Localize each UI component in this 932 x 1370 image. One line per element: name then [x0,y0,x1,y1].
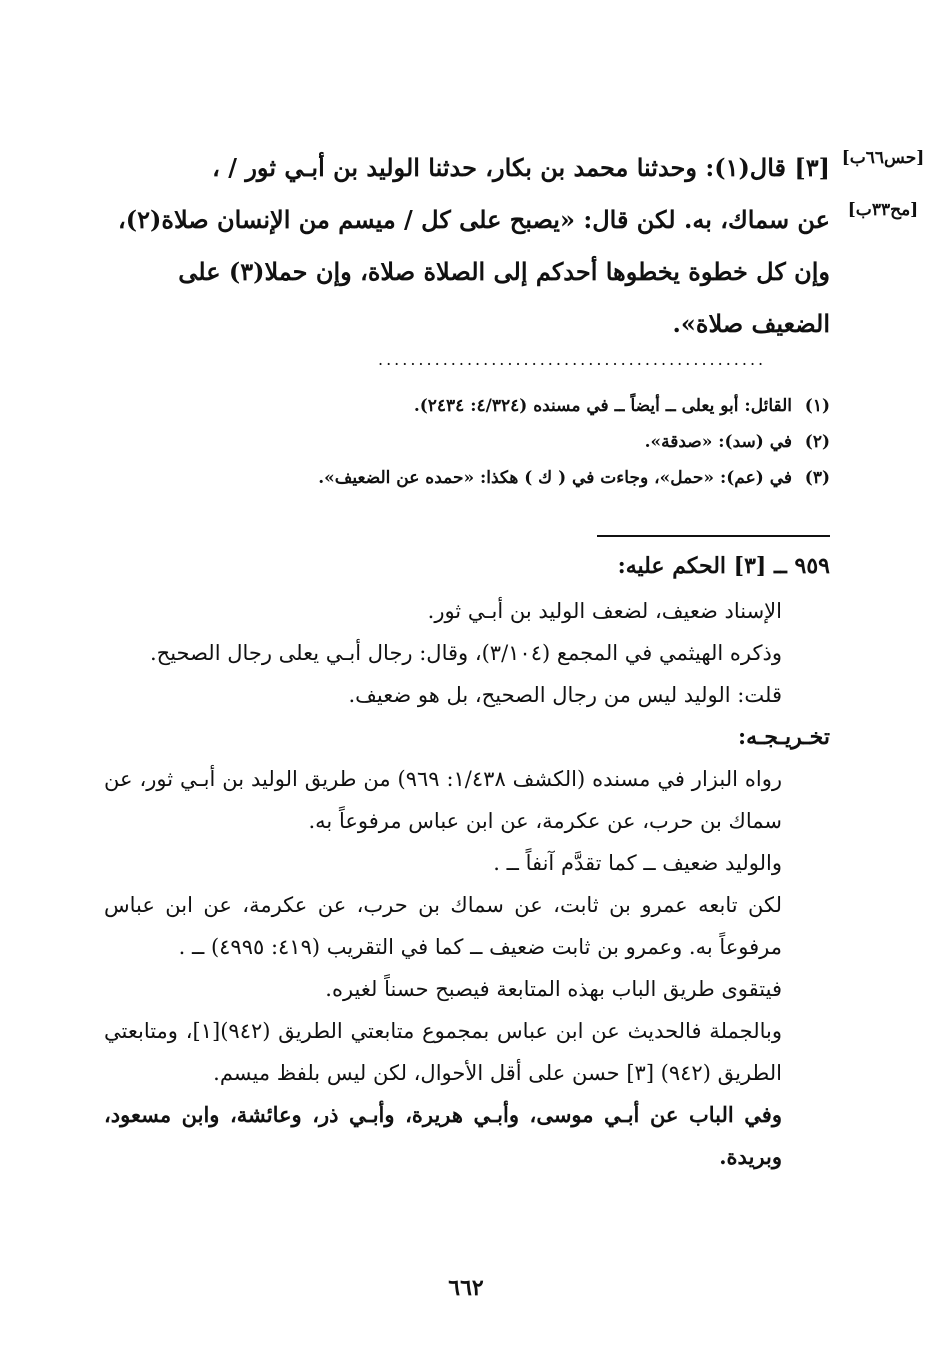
takhrij-paragraph: وفي الباب عن أبـي موسى، وأبـي هريرة، وأبـي ذر، وعائشة، وابن مسعود، وبريدة. [104,1102,782,1169]
hadith-text [104,142,830,350]
takhrij-paragraph: فيتقوى طريق الباب بهذه المتابعة فيصبح حسناً لغيره. [325,977,782,1001]
section-heading: ٩٥٩ ــ [٣] الحكم عليه: [617,553,830,579]
takhrij-heading: تخـريـجـه: [737,724,830,750]
takhrij-paragraph: رواه البزار في مسنده (الكشف ١/٤٣٨: ٩٦٩) من طريق الوليد بن أبـي ثور، عن سماك بن حرب، عن عكرمة، عن ابن عباس مرفوعاً به. [104,767,782,833]
footnote [150,388,830,424]
hukm-paragraph: وذكره الهيثمي في المجمع (٣/١٠٤)، وقال: رجال أبـي يعلى رجال الصحيح. [149,641,782,665]
section-divider [597,535,830,537]
footnotes [150,388,830,496]
footnote-text: في (سد): «صدقة». [644,432,792,452]
footnote-number: (٣) [804,468,830,488]
footnote [150,424,830,460]
commentary-body [104,590,830,1178]
footnote-text: القائل: أبو يعلى ــ أيضاً ــ في مسنده (٤/٣٢٤: ٢٤٣٤). [413,396,792,416]
footnote-separator: ................................................ [378,350,767,369]
hadith-line: وإن كل خطوة يخطوها أحدكم إلى الصلاة صلاة، وإن حملا(٣) على [178,257,830,286]
margin-reference: [حس٦٦ب] [841,148,925,168]
hadith-line: الضعيف صلاة». [672,309,830,338]
footnote-number: (٢) [804,432,830,452]
margin-reference: [مح٣٣ب] [847,200,919,220]
hukm-paragraph: قلت: الوليد ليس من رجال الصحيح، بل هو ضعيف. [348,683,782,707]
hadith-line: عن سماك، به. لكن قال: «يصبح على كل / ميسم من الإنسان صلاة(٢)، [118,205,830,234]
footnote-number: (١) [804,396,830,416]
footnote-text: في (عم): «حمل»، وجاءت في ( ك ) هكذا: «حمده عن الضعيف». [318,468,792,488]
page-number: ٦٦٢ [448,1275,484,1301]
hukm-paragraph: الإسناد ضعيف، لضعف الوليد بن أبـي ثور. [427,599,782,623]
takhrij-paragraph: والوليد ضعيف ــ كما تقدَّم آنفاً ــ . [493,851,782,875]
footnote [150,460,830,496]
hadith-line: [٣] قال(١): وحدثنا محمد بن بكار، حدثنا الوليد بن أبـي ثور / ، [212,153,830,182]
takhrij-paragraph: لكن تابعه عمرو بن ثابت، عن سماك بن حرب، عن عكرمة، عن ابن عباس مرفوعاً به. وعمرو بن ثابت ضعيف ــ كما في التقريب (٤١٩: ٤٩٩٥) ــ . [104,893,782,959]
takhrij-paragraph: وبالجملة فالحديث عن ابن عباس بمجموع متابعتي الطريق (٩٤٢)[١]، ومتابعتي الطريق (٩٤٢) [٣] حسن على أقل الأحوال، لكن ليس بلفظ ميسم. [104,1019,782,1085]
